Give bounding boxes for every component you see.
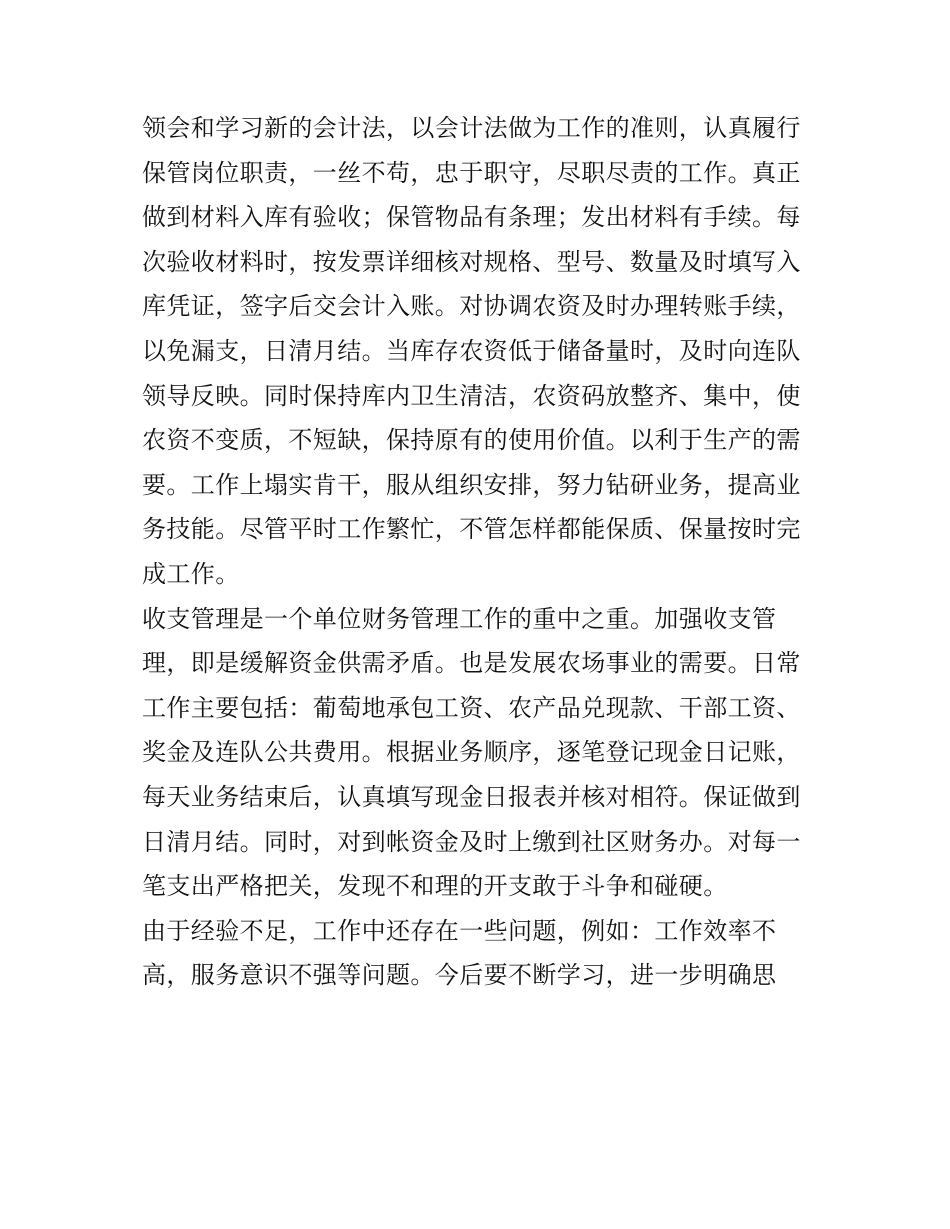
- text-line: 领导反映。同时保持库内卫生清洁，农资码放整齐、集中，使: [142, 381, 801, 410]
- text-line: 以免漏支，日清月结。当库存农资低于储备量时，及时向连队: [142, 336, 801, 365]
- paragraph-shortcomings: [142, 909, 812, 998]
- text-line: 工作主要包括：葡萄地承包工资、农产品兑现款、干部工资、: [142, 693, 801, 722]
- document-body: [142, 106, 812, 998]
- text-line: 农资不变质，不短缺，保持原有的使用价值。以利于生产的需: [142, 426, 801, 455]
- text-line: 库凭证，签字后交会计入账。对协调农资及时办理转账手续，: [142, 292, 801, 321]
- text-line: 要。工作上塌实肯干，服从组织安排，努力钻研业务，提高业: [142, 470, 801, 499]
- text-line: 理，即是缓解资金供需矛盾。也是发展农场事业的需要。日常: [142, 649, 801, 678]
- text-line: 由于经验不足，工作中还存在一些问题，例如：工作效率不: [142, 916, 777, 945]
- text-line: 成工作。: [142, 559, 240, 588]
- text-line: 日清月结。同时，对到帐资金及时上缴到社区财务办。对每一: [142, 827, 801, 856]
- text-line: 保管岗位职责，一丝不苟，忠于职守，尽职尽责的工作。真正: [142, 158, 801, 187]
- text-line: 次验收材料时，按发票详细核对规格、型号、数量及时填写入: [142, 247, 801, 276]
- text-line: 务技能。尽管平时工作繁忙，不管怎样都能保质、保量按时完: [142, 515, 801, 544]
- text-line: 奖金及连队公共费用。根据业务顺序，逐笔登记现金日记账，: [142, 738, 801, 767]
- text-line: 笔支出严格把关，发现不和理的开支敢于斗争和碰硬。: [142, 872, 728, 901]
- text-line: 高，服务意识不强等问题。今后要不断学习，进一步明确思: [142, 961, 777, 990]
- text-line: 领会和学习新的会计法，以会计法做为工作的准则，认真履行: [142, 114, 801, 142]
- text-line: 每天业务结束后，认真填写现金日报表并核对相符。保证做到: [142, 782, 801, 811]
- text-line: 收支管理是一个单位财务管理工作的重中之重。加强收支管: [142, 604, 777, 633]
- paragraph-warehouse-duties: [142, 106, 812, 597]
- text-line: 做到材料入库有验收；保管物品有条理；发出材料有手续。每: [142, 203, 801, 232]
- paragraph-income-expense-management: [142, 597, 812, 909]
